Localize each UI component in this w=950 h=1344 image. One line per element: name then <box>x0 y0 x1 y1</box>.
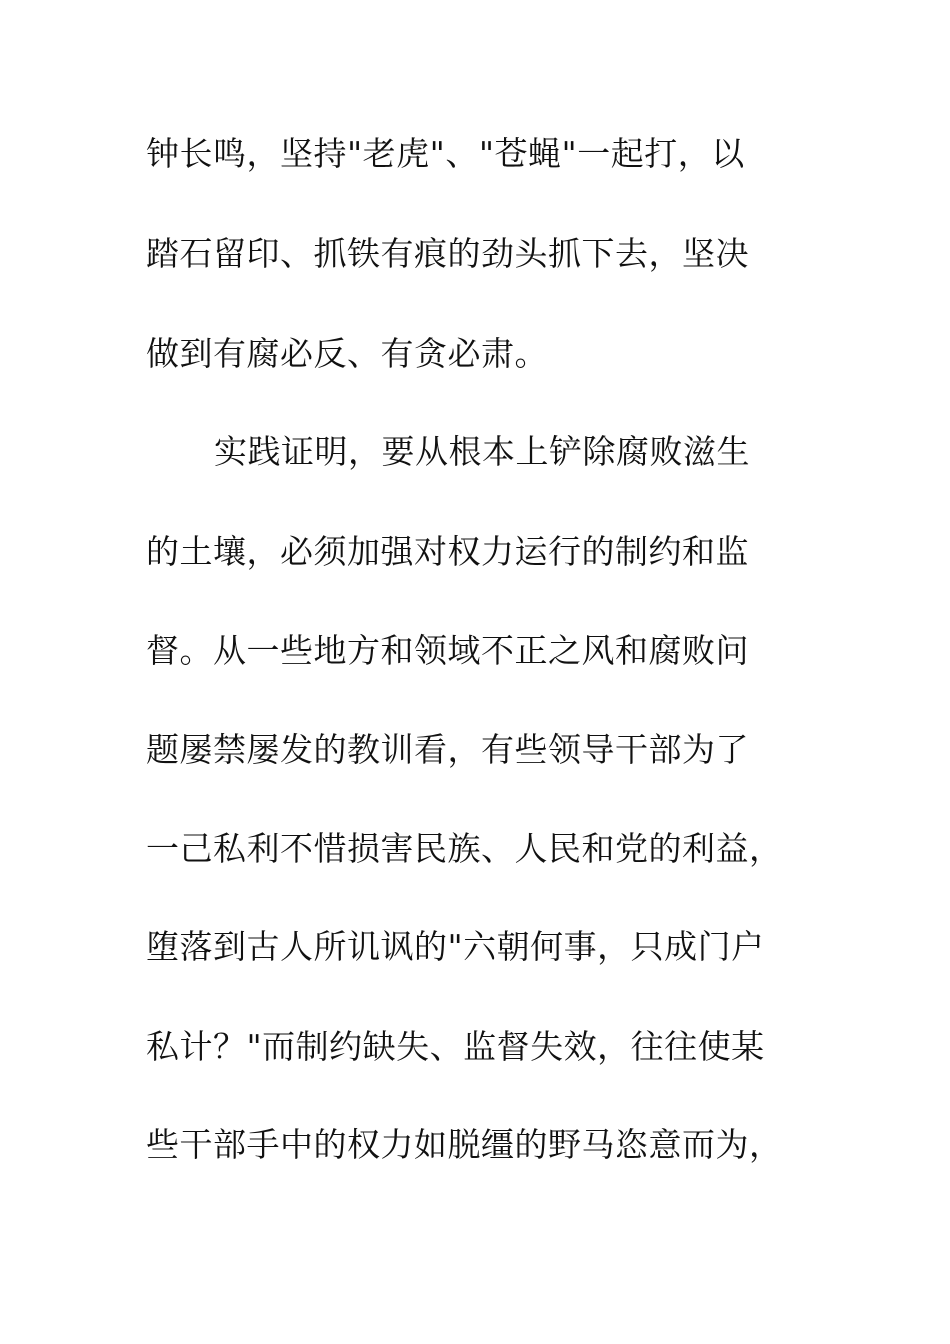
text-line: 些干部手中的权力如脱缰的野马恣意而为， <box>146 1125 783 1164</box>
text-line: 私计？"而制约缺失、监督失效，往往使某 <box>146 1027 765 1066</box>
text-line: 一己私利不惜损害民族、人民和党的利益， <box>146 829 783 868</box>
text-line: 钟长鸣，坚持"老虎"、"苍蝇"一起打，以 <box>146 134 745 173</box>
text-line: 堕落到古人所讥讽的"六朝何事，只成门户 <box>146 927 765 966</box>
text-line: 的土壤，必须加强对权力运行的制约和监 <box>146 532 749 571</box>
text-line: 做到有腐必反、有贪必肃。 <box>146 334 548 373</box>
paragraph-first-line: 实践证明，要从根本上铲除腐败滋生 <box>214 432 750 471</box>
text-line: 督。从一些地方和领域不正之风和腐败问 <box>146 631 749 670</box>
text-line: 踏石留印、抓铁有痕的劲头抓下去，坚决 <box>146 234 749 273</box>
text-line: 题屡禁屡发的教训看，有些领导干部为了 <box>146 730 749 769</box>
